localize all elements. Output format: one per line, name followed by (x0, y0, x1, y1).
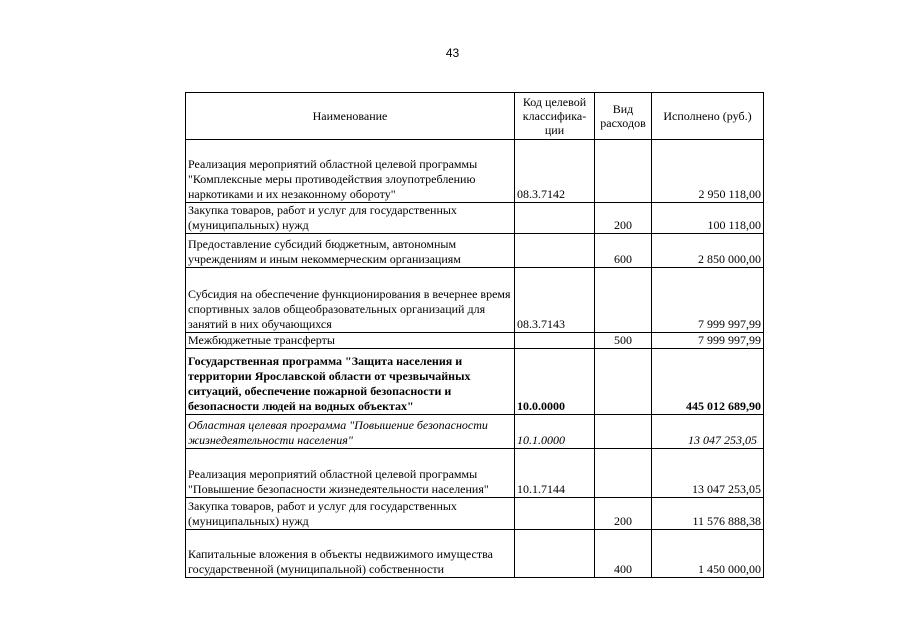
cell-expense-type (595, 140, 652, 203)
cell-name (186, 234, 515, 268)
cell-name-text: Реализация мероприятий областной целевой программы "Повышение безопасности жизнедеятельности населения" (188, 467, 489, 496)
cell-amount: 2 950 118,00 (652, 140, 764, 203)
cell-name-text: Капитальные вложения в объекты недвижимого имущества государственной (муниципальной) собственности (188, 547, 493, 576)
cell-code: 08.3.7143 (515, 268, 595, 333)
table-row (186, 268, 764, 333)
cell-code (515, 234, 595, 268)
cell-amount: 7 999 997,99 (652, 268, 764, 333)
header-code (515, 93, 595, 140)
cell-code: 10.0.0000 (515, 349, 595, 415)
cell-name (186, 449, 515, 498)
table-row (186, 333, 764, 349)
cell-code (515, 203, 595, 234)
cell-expense-type (595, 268, 652, 333)
cell-name-text: Государственная программа "Защита населения и территории Ярославской области от чрезвычайных ситуаций, обеспечение пожарной безопасности и безопасности людей на водных объектах" (188, 354, 471, 413)
cell-code (515, 498, 595, 530)
cell-expense-type: 600 (595, 234, 652, 268)
cell-name-text: Предоставление субсидий бюджетным, автономным учреждениям и иным некоммерческим организациям (188, 237, 461, 266)
table-row (186, 349, 764, 415)
header-expense-type (595, 93, 652, 140)
table-row (186, 234, 764, 268)
table-row (186, 498, 764, 530)
table-header-row (186, 93, 764, 140)
cell-name-text: Субсидия на обеспечение функционирования в вечернее время спортивных залов общеобразовательных организаций для занятий в них обучающихся (188, 287, 511, 331)
cell-name-text: Закупка товаров, работ и услуг для государственных (муниципальных) нужд (188, 499, 457, 528)
budget-table (185, 92, 764, 578)
cell-amount: 100 118,00 (652, 203, 764, 234)
header-name (186, 93, 515, 140)
cell-expense-type: 400 (595, 530, 652, 578)
page-number: 43 (445, 46, 460, 60)
header-name-label: Наименование (312, 109, 388, 123)
table-row (186, 449, 764, 498)
table-row (186, 140, 764, 203)
cell-name-text: Закупка товаров, работ и услуг для государственных (муниципальных) нужд (188, 203, 457, 232)
cell-name (186, 140, 515, 203)
cell-amount: 2 850 000,00 (652, 234, 764, 268)
cell-expense-type: 500 (595, 333, 652, 349)
table-row (186, 203, 764, 234)
cell-amount: 1 450 000,00 (652, 530, 764, 578)
cell-expense-type (595, 349, 652, 415)
cell-amount: 13 047 253,05 (652, 415, 764, 449)
cell-name (186, 333, 515, 349)
cell-expense-type: 200 (595, 203, 652, 234)
table-row (186, 530, 764, 578)
cell-name-text: Областная целевая программа "Повышение безопасности жизнедеятельности населения" (188, 418, 488, 447)
cell-code (515, 530, 595, 578)
cell-code: 10.1.7144 (515, 449, 595, 498)
cell-amount: 7 999 997,99 (652, 333, 764, 349)
header-expense-type-label: Вид расходов (600, 102, 646, 130)
cell-name (186, 530, 515, 578)
cell-name (186, 203, 515, 234)
cell-name (186, 268, 515, 333)
cell-expense-type (595, 449, 652, 498)
cell-code: 10.1.0000 (515, 415, 595, 449)
cell-amount: 11 576 888,38 (652, 498, 764, 530)
header-code-label: Код целевой классифика-ции (522, 95, 587, 137)
cell-name (186, 349, 515, 415)
header-executed (652, 93, 764, 140)
cell-amount: 445 012 689,90 (652, 349, 764, 415)
cell-name (186, 498, 515, 530)
cell-amount: 13 047 253,05 (652, 449, 764, 498)
cell-expense-type: 200 (595, 498, 652, 530)
cell-name-text: Межбюджетные трансферты (188, 333, 335, 347)
cell-code (515, 333, 595, 349)
header-executed-label: Исполнено (руб.) (663, 109, 752, 123)
cell-expense-type (595, 415, 652, 449)
cell-name (186, 415, 515, 449)
cell-name-text: Реализация мероприятий областной целевой программы "Комплексные меры противодействия злоупотреблению наркотиками и их незаконному обороту" (188, 157, 478, 201)
table-row (186, 415, 764, 449)
cell-code: 08.3.7142 (515, 140, 595, 203)
